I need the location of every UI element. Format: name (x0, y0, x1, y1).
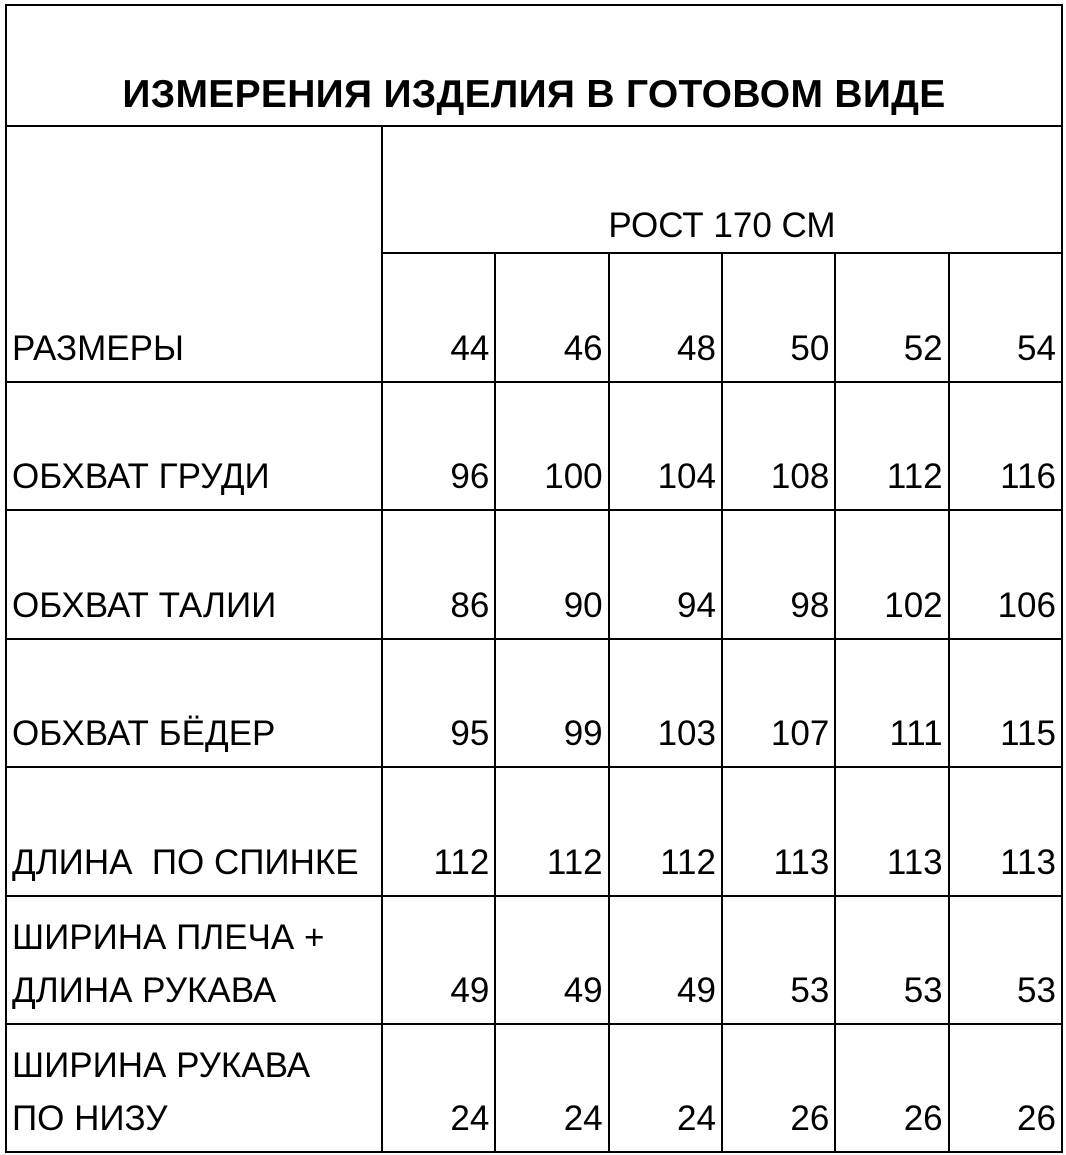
row-label: ШИРИНА ПЛЕЧА + ДЛИНА РУКАВА (6, 896, 382, 1025)
row-label: ДЛИНА ПО СПИНКЕ (6, 767, 382, 896)
cell-value: 98 (722, 510, 835, 639)
row-label: ШИРИНА РУКАВА ПО НИЗУ (6, 1024, 382, 1152)
cell-value: 49 (495, 896, 608, 1025)
size-chart-table (5, 4, 1063, 1153)
cell-value: 113 (949, 767, 1062, 896)
table-row (6, 767, 1062, 896)
cell-value: 112 (382, 767, 495, 896)
table-row (6, 896, 1062, 1025)
cell-value: 53 (722, 896, 835, 1025)
cell-value: 24 (495, 1024, 608, 1152)
cell-value: 107 (722, 639, 835, 768)
cell-value: 94 (609, 510, 722, 639)
cell-value: 111 (835, 639, 948, 768)
cell-value: 86 (382, 510, 495, 639)
size-value: 50 (722, 253, 835, 382)
cell-value: 112 (609, 767, 722, 896)
cell-value: 113 (722, 767, 835, 896)
cell-value: 104 (609, 382, 722, 511)
cell-value: 115 (949, 639, 1062, 768)
cell-value: 100 (495, 382, 608, 511)
cell-value: 90 (495, 510, 608, 639)
cell-value: 26 (949, 1024, 1062, 1152)
cell-value: 96 (382, 382, 495, 511)
size-value: 44 (382, 253, 495, 382)
cell-value: 26 (722, 1024, 835, 1152)
size-value: 46 (495, 253, 608, 382)
row-label: ОБХВАТ ТАЛИИ (6, 510, 382, 639)
cell-value: 95 (382, 639, 495, 768)
size-value: 54 (949, 253, 1062, 382)
cell-value: 116 (949, 382, 1062, 511)
sizes-label: РАЗМЕРЫ (6, 126, 382, 382)
cell-value: 49 (382, 896, 495, 1025)
cell-value: 26 (835, 1024, 948, 1152)
cell-value: 49 (609, 896, 722, 1025)
title-row (6, 5, 1062, 126)
row-label: ОБХВАТ БЁДЕР (6, 639, 382, 768)
table-row (6, 1024, 1062, 1152)
cell-value: 24 (609, 1024, 722, 1152)
size-value: 48 (609, 253, 722, 382)
table-row (6, 382, 1062, 511)
cell-value: 103 (609, 639, 722, 768)
cell-value: 112 (495, 767, 608, 896)
cell-value: 112 (835, 382, 948, 511)
table-row (6, 510, 1062, 639)
size-value: 52 (835, 253, 948, 382)
cell-value: 102 (835, 510, 948, 639)
row-label: ОБХВАТ ГРУДИ (6, 382, 382, 511)
cell-value: 53 (835, 896, 948, 1025)
table-title: ИЗМЕРЕНИЯ ИЗДЕЛИЯ В ГОТОВОМ ВИДЕ (6, 5, 1062, 126)
cell-value: 24 (382, 1024, 495, 1152)
cell-value: 106 (949, 510, 1062, 639)
height-label: РОСТ 170 СМ (382, 126, 1062, 253)
cell-value: 53 (949, 896, 1062, 1025)
cell-value: 108 (722, 382, 835, 511)
cell-value: 99 (495, 639, 608, 768)
table-row (6, 639, 1062, 768)
cell-value: 113 (835, 767, 948, 896)
height-row (6, 126, 1062, 253)
